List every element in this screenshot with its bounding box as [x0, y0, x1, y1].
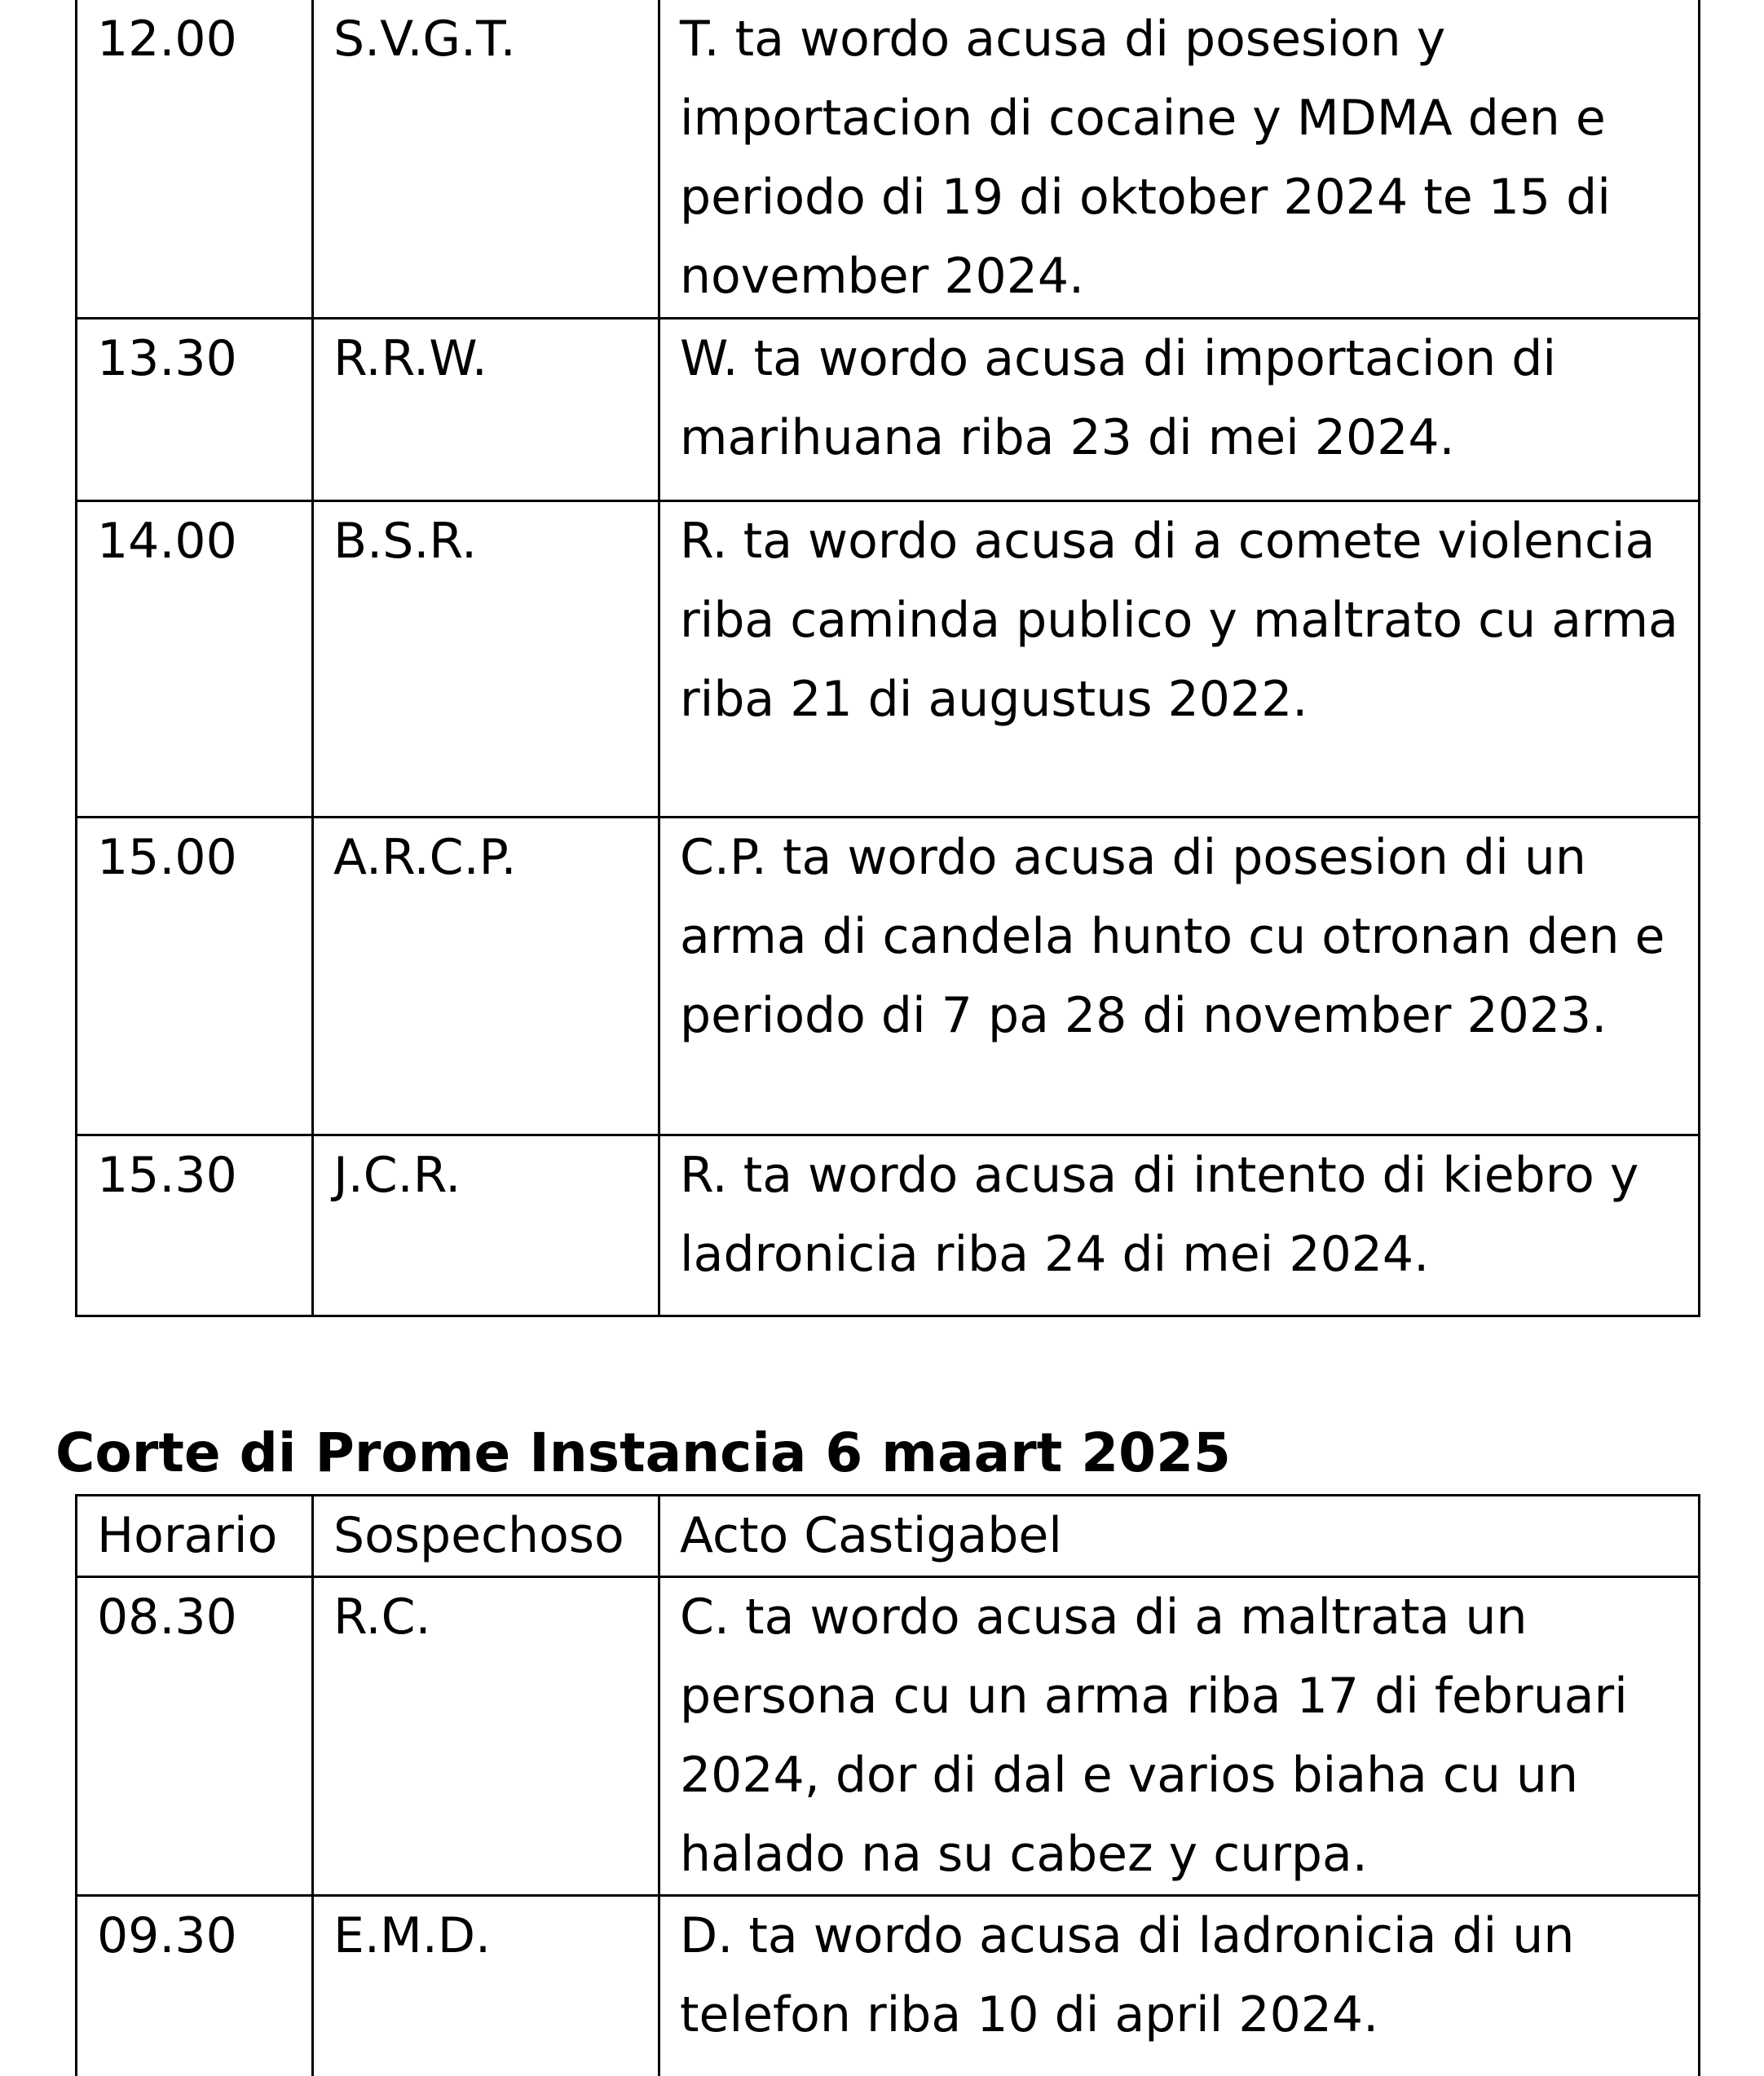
table-row [77, 0, 1700, 318]
table-row [77, 1135, 1700, 1316]
time-cell: 15.30 [77, 1135, 313, 1316]
suspect-cell: R.C. [313, 1577, 659, 1896]
offense-cell: W. ta wordo acusa di importacion di marihuana riba 23 di mei 2024. [659, 318, 1700, 500]
suspect-cell: R.R.W. [313, 318, 659, 500]
column-header-time: Horario [77, 1496, 313, 1577]
time-cell: 08.30 [77, 1577, 313, 1896]
section-title: Corte di Prome Instancia 6 maart 2025 [55, 1421, 1231, 1484]
offense-cell: R. ta wordo acusa di a comete violencia riba caminda publico y maltrato cu arma riba 21 di augustus 2022. [659, 500, 1700, 817]
suspect-cell: A.R.C.P. [313, 817, 659, 1135]
suspect-cell: E.M.D. [313, 1896, 659, 2076]
suspect-cell: S.V.G.T. [313, 0, 659, 318]
table-row [77, 817, 1700, 1135]
table-row [77, 500, 1700, 817]
offense-cell: R. ta wordo acusa di intento di kiebro y ladronicia riba 24 di mei 2024. [659, 1135, 1700, 1316]
offense-cell: C.P. ta wordo acusa di posesion di un arma di candela hunto cu otronan den e periodo di 7 pa 28 di november 2023. [659, 817, 1700, 1135]
offense-cell: C. ta wordo acusa di a maltrata un persona cu un arma riba 17 di februari 2024, dor di dal e varios biaha cu un halado na su cabez y curpa. [659, 1577, 1700, 1896]
suspect-cell: B.S.R. [313, 500, 659, 817]
hearing-schedule-table [75, 1494, 1700, 2076]
table-row [77, 318, 1700, 500]
table-row [77, 1896, 1700, 2076]
header-row [77, 1496, 1700, 1577]
time-cell: 14.00 [77, 500, 313, 817]
time-cell: 13.30 [77, 318, 313, 500]
time-cell: 09.30 [77, 1896, 313, 2076]
offense-cell: D. ta wordo acusa di ladronicia di un telefon riba 10 di april 2024. [659, 1896, 1700, 2076]
hearing-schedule-table-continued [75, 0, 1700, 1317]
column-header-suspect: Sospechoso [313, 1496, 659, 1577]
offense-cell: T. ta wordo acusa di posesion y importacion di cocaine y MDMA den e periodo di 19 di oktober 2024 te 15 di november 2024. [659, 0, 1700, 318]
time-cell: 15.00 [77, 817, 313, 1135]
suspect-cell: J.C.R. [313, 1135, 659, 1316]
time-cell: 12.00 [77, 0, 313, 318]
table-row [77, 1577, 1700, 1896]
column-header-offense: Acto Castigabel [659, 1496, 1700, 1577]
